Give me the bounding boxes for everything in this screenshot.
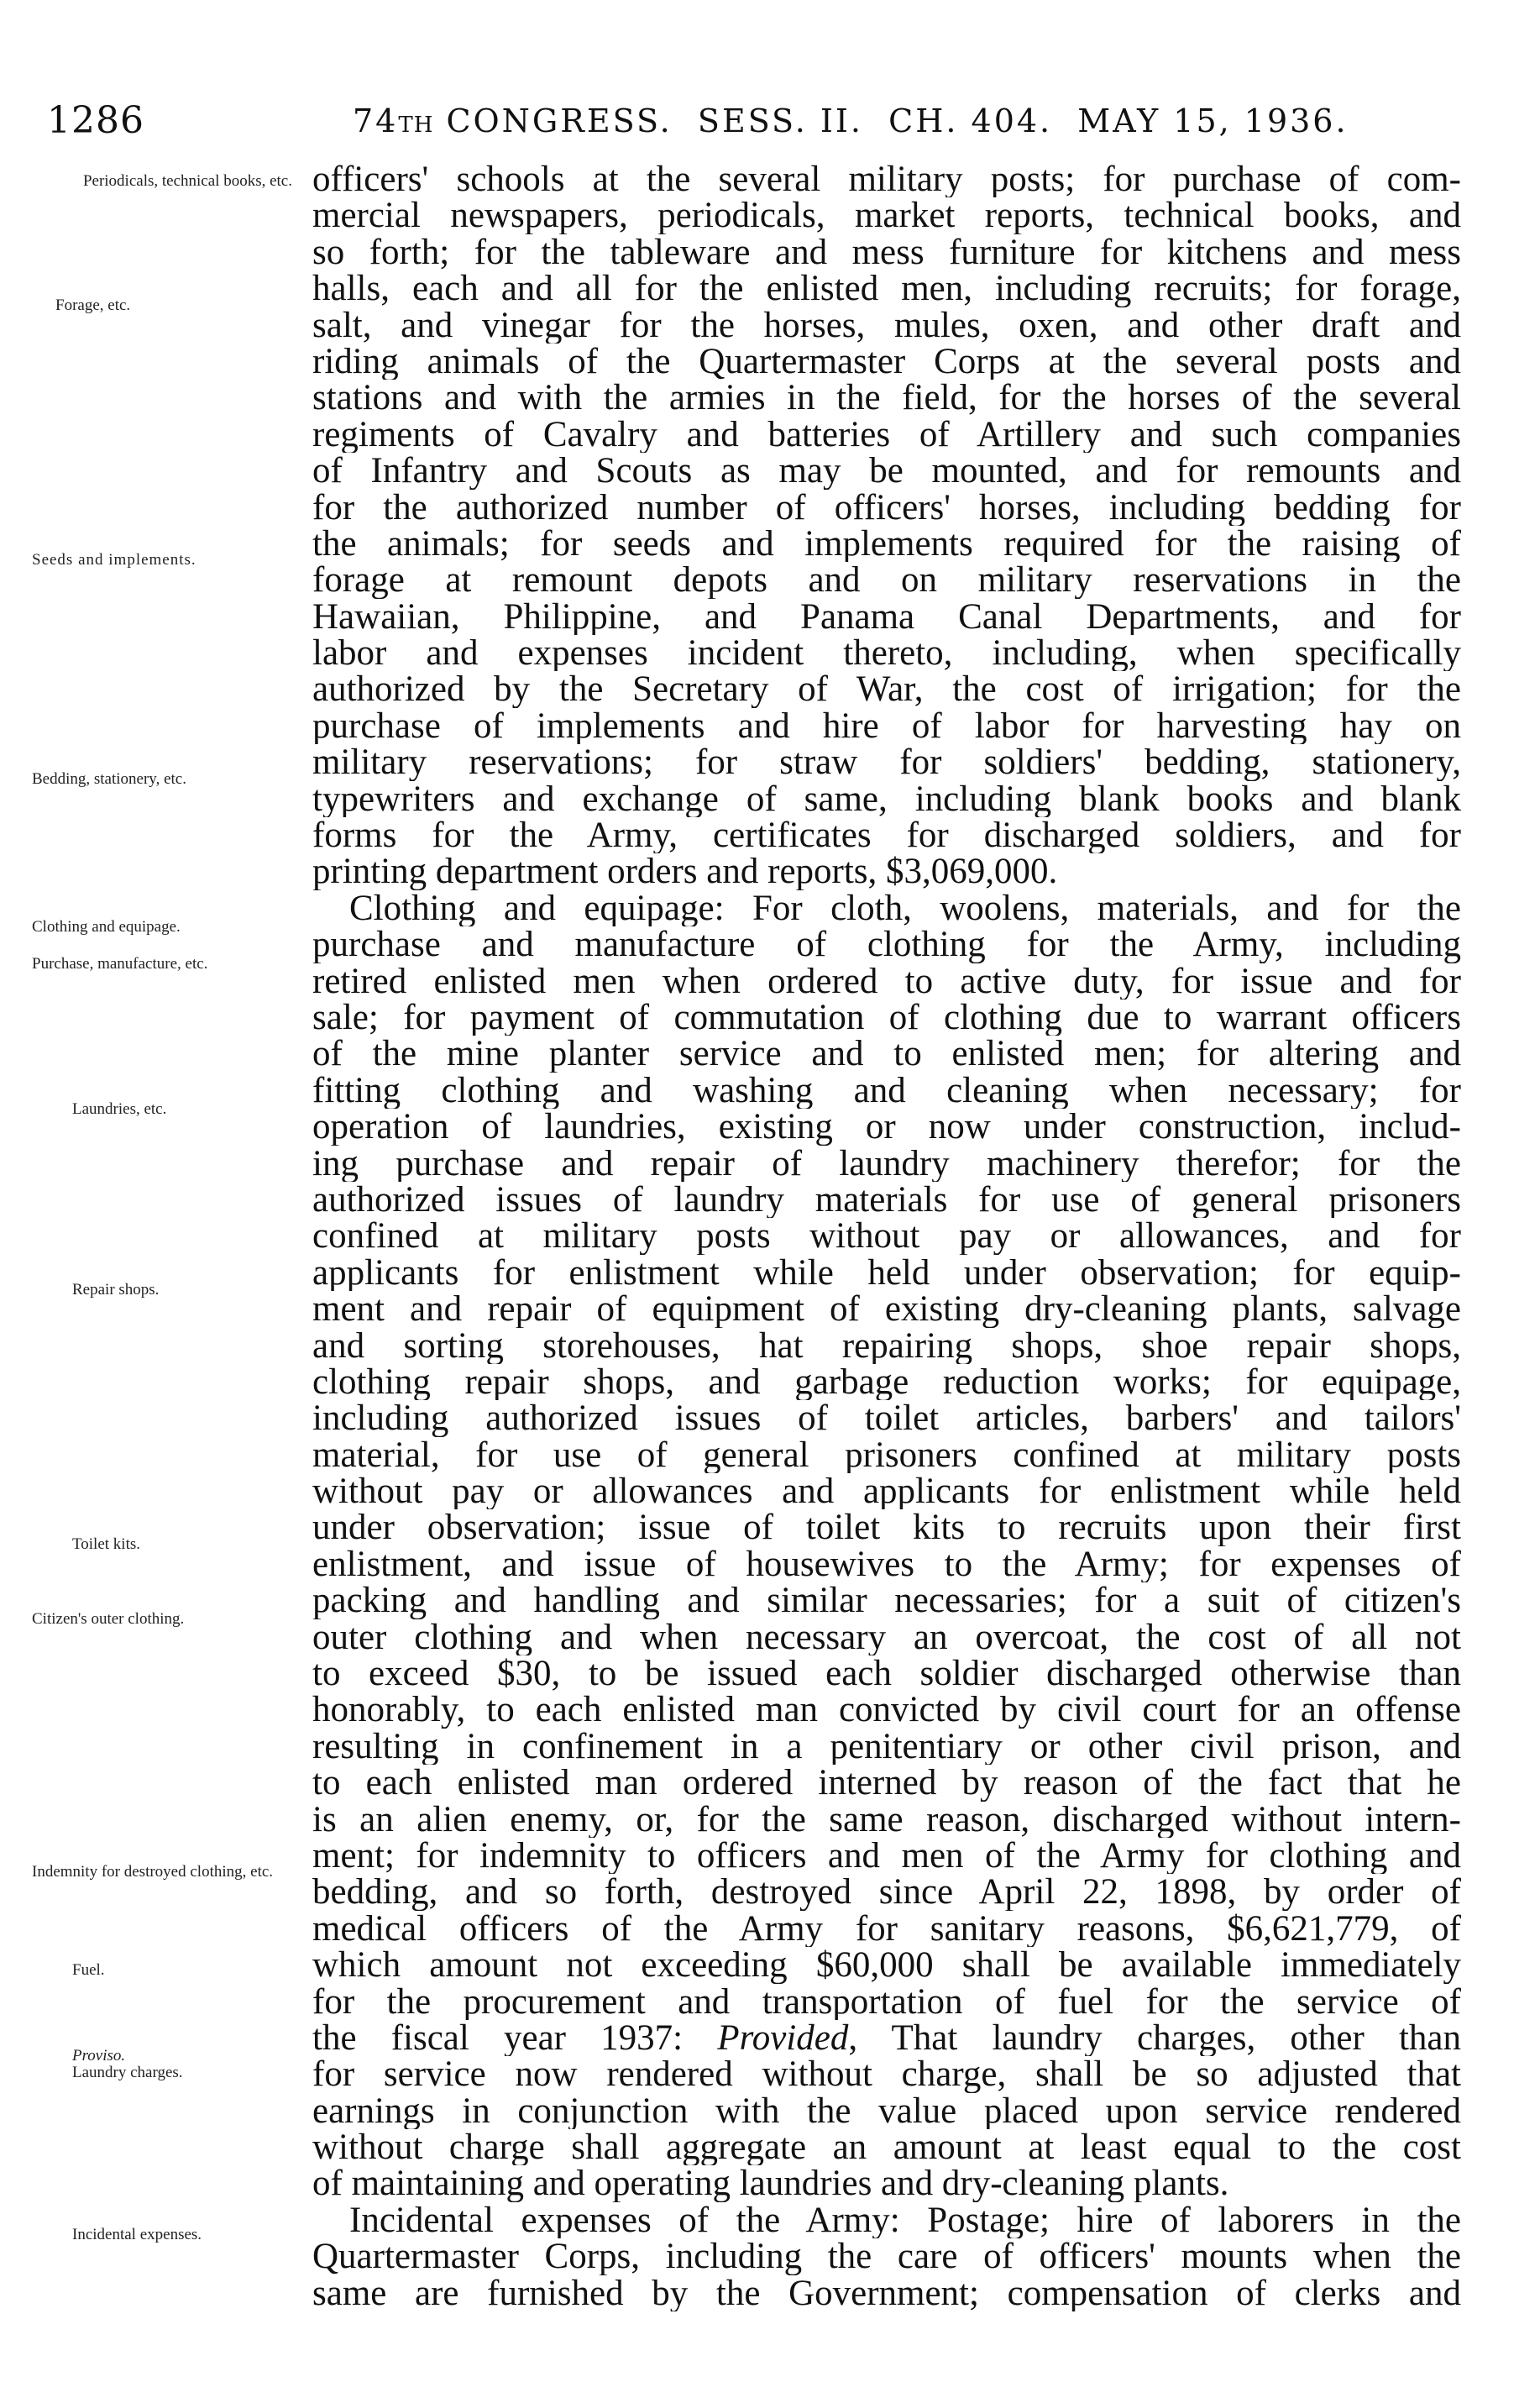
paragraph-start: Clothing and equipage: For cloth, woolens, materials, and for the	[349, 889, 1461, 927]
page-number: 1286	[47, 99, 144, 142]
text-line: medical officers of the Army for sanitary reasons, $6,621,779, of	[312, 1910, 1461, 1948]
text-line: clothing repair shops, and garbage reduction works; for equipage,	[312, 1363, 1461, 1401]
text-line: halls, each and all for the enlisted men, including recruits; for forage,	[312, 270, 1461, 307]
margin-note: Citizen's outer clothing.	[32, 1610, 185, 1628]
text-line: confined at military posts without pay or allowances, and for	[312, 1218, 1461, 1255]
text-line: to each enlisted man ordered interned by reason of the fact that he	[312, 1765, 1461, 1802]
congress-number: 74	[353, 102, 399, 139]
text-line: Quartermaster Corps, including the care of officers' mounts when the	[312, 2238, 1461, 2275]
text-line: of Infantry and Scouts as may be mounted, and for remounts and	[312, 453, 1461, 490]
text-line: mercial newspapers, periodicals, market reports, technical books, and	[312, 197, 1461, 234]
text-line: and sorting storehouses, hat repairing shops, shoe repair shops,	[312, 1327, 1461, 1364]
text-line: so forth; for the tableware and mess furniture for kitchens and mess	[312, 233, 1461, 271]
margin-note: Toilet kits.	[72, 1535, 141, 1553]
statute-text	[312, 161, 1461, 2311]
text-line: outer clothing and when necessary an overcoat, the cost of all not	[312, 1619, 1461, 1656]
margin-note: Bedding, stationery, etc.	[32, 770, 186, 788]
margin-note: Forage, etc.	[55, 296, 131, 314]
text-line: salt, and vinegar for the horses, mules, oxen, and other draft and	[312, 307, 1461, 344]
text-line: of maintaining and operating laundries and dry-cleaning plants.	[312, 2165, 1229, 2202]
text-line: applicants for enlistment while held under observation; for equip-	[312, 1254, 1461, 1292]
running-head	[353, 102, 1349, 139]
text-fragment: the fiscal year 1937:	[312, 2019, 718, 2057]
text-line: without pay or allowances and applicants for enlistment while held	[312, 1473, 1461, 1510]
text-line: earnings in conjunction with the value placed upon service rendered	[312, 2092, 1461, 2130]
text-line: authorized by the Secretary of War, the cost of irrigation; for the	[312, 671, 1461, 708]
text-line: stations and with the armies in the field, for the horses of the several	[312, 380, 1461, 417]
text-line: typewriters and exchange of same, including blank books and blank	[312, 780, 1461, 818]
margin-note: Periodicals, technical books, etc.	[82, 172, 292, 190]
text-line: under observation; issue of toilet kits to recruits upon their first	[312, 1509, 1461, 1546]
text-line: to exceed $30, to be issued each soldier discharged otherwise than	[312, 1655, 1461, 1692]
margin-note: Incidental expenses.	[72, 2226, 202, 2243]
text-line: the animals; for seeds and implements required for the raising of	[312, 525, 1461, 563]
running-head-rest: CONGRESS. SESS. II. CH. 404. MAY 15, 1936.	[433, 102, 1349, 139]
proviso-word: Provided	[717, 2019, 849, 2057]
text-line: retired enlisted men when ordered to active duty, for issue and for	[312, 963, 1461, 1000]
margin-note: Seeds and implements.	[32, 551, 196, 569]
text-line: for the authorized number of officers' horses, including bedding for	[312, 489, 1461, 526]
text-line: packing and handling and similar necessaries; for a suit of citizen's	[312, 1582, 1461, 1619]
text-line: forage at remount depots and on military reservations in the	[312, 562, 1461, 599]
margin-note: Purchase, manufacture, etc.	[32, 955, 208, 973]
text-line: for the procurement and transportation of fuel for the service of	[312, 1983, 1461, 2020]
margin-note: Fuel.	[72, 1961, 105, 1979]
text-line: same are furnished by the Government; compensation of clerks and	[312, 2274, 1461, 2312]
margin-note-proviso: Proviso.	[72, 2047, 126, 2065]
text-line: for service now rendered without charge, shall be so adjusted that	[312, 2056, 1461, 2093]
text-line: ing purchase and repair of laundry machinery therefor; for the	[312, 1145, 1461, 1182]
margin-notes	[0, 0, 302, 2403]
text-line: including authorized issues of toilet articles, barbers' and tailors'	[312, 1400, 1461, 1437]
text-line-proviso	[312, 2020, 1461, 2056]
margin-note: Clothing and equipage.	[32, 918, 181, 936]
text-line: riding animals of the Quartermaster Corps at the several posts and	[312, 343, 1461, 380]
text-line: material, for use of general prisoners confined at military posts	[312, 1436, 1461, 1474]
text-line: honorably, to each enlisted man convicted by civil court for an offense	[312, 1692, 1461, 1729]
text-line: authorized issues of laundry materials for use of general prisoners	[312, 1181, 1461, 1219]
text-line: which amount not exceeding $60,000 shall be available immediately	[312, 1947, 1461, 1984]
text-line: purchase of implements and hire of labor for harvesting hay on	[312, 707, 1461, 745]
text-line: is an alien enemy, or, for the same reason, discharged without intern-	[312, 1801, 1461, 1838]
text-line: Hawaiian, Philippine, and Panama Canal Departments, and for	[312, 598, 1461, 636]
text-line: without charge shall aggregate an amount at least equal to the cost	[312, 2129, 1461, 2166]
text-line: resulting in confinement in a penitentiary or other civil prison, and	[312, 1728, 1461, 1766]
margin-note: Laundry charges.	[72, 2064, 183, 2081]
text-line: of the mine planter service and to enlisted men; for altering and	[312, 1036, 1461, 1073]
text-line: purchase and manufacture of clothing for the Army, including	[312, 926, 1461, 963]
text-line: enlistment, and issue of housewives to the Army; for expenses of	[312, 1545, 1461, 1583]
margin-note: Indemnity for destroyed clothing, etc.	[32, 1863, 274, 1881]
text-line: ment; for indemnity to officers and men of the Army for clothing and	[312, 1837, 1461, 1875]
text-line: regiments of Cavalry and batteries of Artillery and such companies	[312, 416, 1461, 454]
text-line: operation of laundries, existing or now under construction, includ-	[312, 1109, 1461, 1146]
text-line: labor and expenses incident thereto, including, when specifically	[312, 635, 1461, 672]
text-line: ment and repair of equipment of existing dry-cleaning plants, salvage	[312, 1291, 1461, 1328]
text-line: fitting clothing and washing and cleaning when necessary; for	[312, 1072, 1461, 1110]
margin-note: Laundries, etc.	[72, 1100, 167, 1118]
text-line: sale; for payment of commutation of clothing due to warrant officers	[312, 999, 1461, 1036]
text-fragment: , That laundry charges, other than	[848, 2019, 1461, 2057]
text-line: printing department orders and reports, $3,069,000.	[312, 853, 1058, 890]
margin-note: Repair shops.	[72, 1281, 160, 1299]
text-line: military reservations; for straw for soldiers' bedding, stationery,	[312, 744, 1461, 781]
text-line: bedding, and so forth, destroyed since April 22, 1898, by order of	[312, 1874, 1461, 1911]
congress-suffix: TH	[398, 113, 434, 138]
paragraph-start: Incidental expenses of the Army: Postage; hire of laborers in the	[349, 2201, 1461, 2239]
text-line: officers' schools at the several military posts; for purchase of com-	[312, 161, 1461, 198]
text-line: forms for the Army, certificates for discharged soldiers, and for	[312, 817, 1461, 854]
